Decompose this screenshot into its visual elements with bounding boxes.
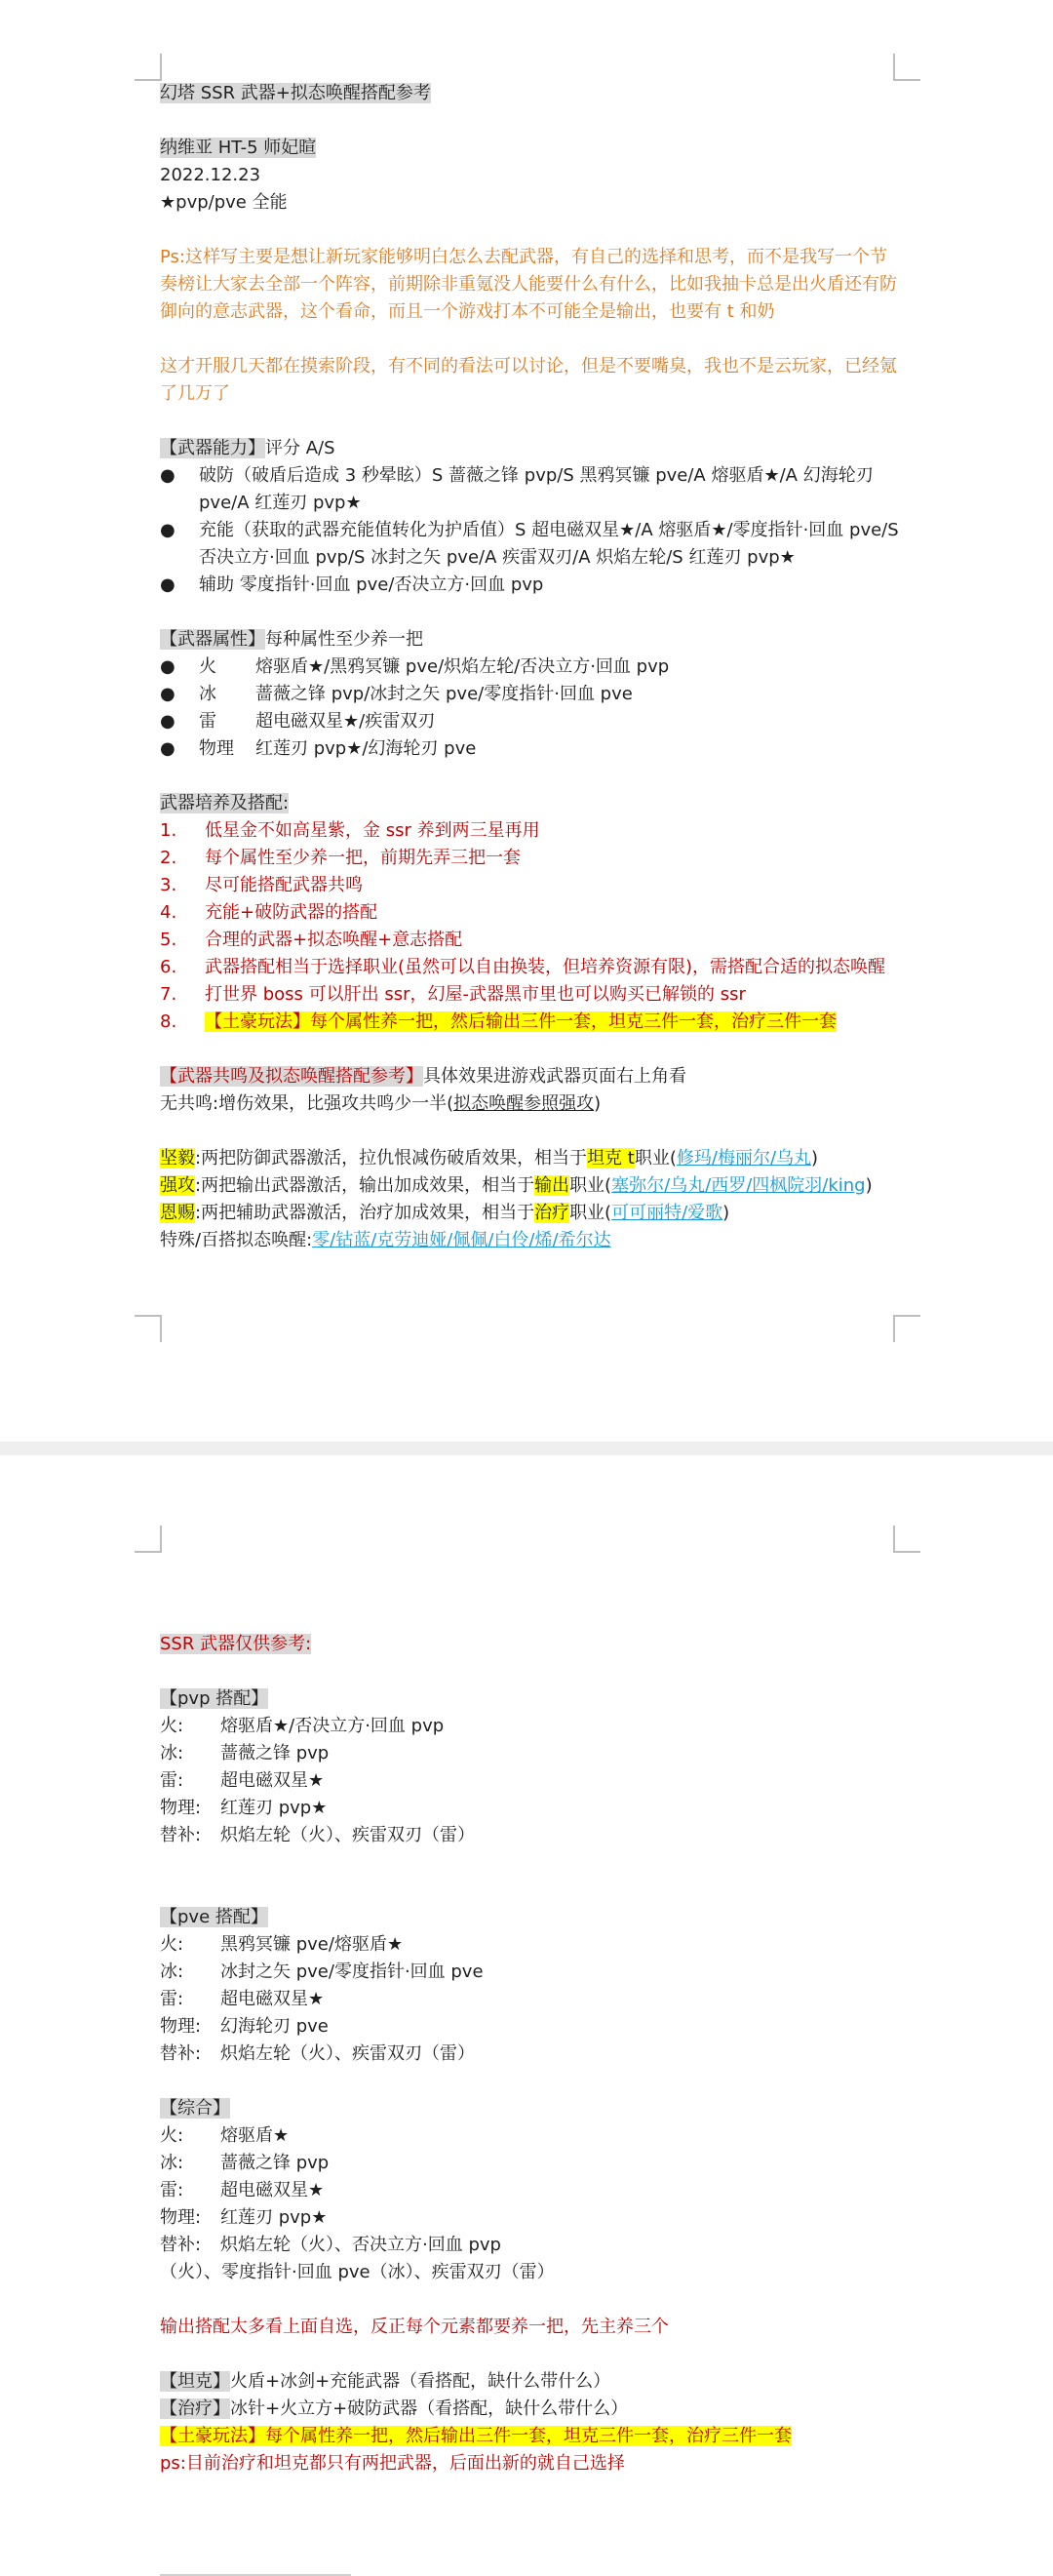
resonance-attack: 强攻:两把输出武器激活，输出加成效果，相当于输出职业(塞弥尔/乌丸/西罗/四枫院羽/king) — [160, 1175, 873, 1196]
author-line: 纳维亚 HT-5 师妃暄 — [160, 138, 317, 158]
list-item: 7. 打世界 boss 可以肝出 ssr，幻屋-武器黑市里也可以购买已解锁的 ssr — [160, 984, 746, 1005]
list-item: 冰: 蔷薇之锋 pvp — [160, 2153, 330, 2173]
list-item: ● 充能（获取的武器充能值转化为护盾值）S 超电磁双星★/A 熔驱盾★/零度指针·回血 pve/S 否决立方·回血 pvp/S 冰封之矢 pve/A 疾雷双刃/A 炽焰左轮/S 红莲刃 pvp★ — [160, 520, 899, 568]
attribute-heading: 【武器属性】每种属性至少养一把 — [160, 629, 423, 650]
list-item: 冰: 蔷薇之锋 pvp — [160, 1743, 330, 1764]
margin-corner-mark — [893, 1315, 920, 1342]
list-item: ● 破防（破盾后造成 3 秒晕眩）S 蔷薇之锋 pvp/S 黑鸦冥镰 pve/A 熔驱盾★/A 幻海轮刃 pve/A 红莲刃 pvp★ — [160, 465, 874, 513]
list-item: 火: 熔驱盾★ — [160, 2125, 290, 2146]
list-item: ● 物理 红莲刃 pvp★/幻海轮刃 pve — [160, 738, 477, 759]
list-item: 替补: 炽焰左轮（火）、否决立方·回血 pvp — [160, 2235, 501, 2255]
list-item: 6. 武器搭配相当于选择职业(虽然可以自由换装，但培养资源有限)，需搭配合适的拟态唤醒 — [160, 957, 886, 977]
resonance-benediction: 恩赐:两把辅助武器激活，治疗加成效果，相当于治疗职业(可可丽特/爱歌) — [160, 1203, 730, 1223]
list-item: 物理: 幻海轮刃 pve — [160, 2016, 329, 2037]
output-note: 输出搭配太多看上面自选，反正每个元素都要养一把，先主养三个 — [160, 2317, 669, 2337]
list-item: 8. 【土豪玩法】每个属性养一把，然后输出三件一套，坦克三件一套，治疗三件一套 — [160, 1011, 837, 1032]
list-item: 替补: 炽焰左轮（火）、疾雷双刃（雷） — [160, 2043, 475, 2064]
list-item: ● 辅助 零度指针·回血 pve/否决立方·回血 pvp — [160, 575, 544, 595]
character-link[interactable]: 零/钴蓝/克劳迪娅/佩佩/白伶/烯/希尔达 — [312, 1230, 611, 1250]
page-1-body — [160, 80, 901, 1254]
list-item: 雷: 超电磁双星★ — [160, 2180, 325, 2200]
resonance-fortitude: 坚毅:两把防御武器激活，拉仇恨减伤破盾效果，相当于坦克 t职业(修玛/梅丽尔/乌丸) — [160, 1148, 819, 1169]
resonance-heading: 【武器共鸣及拟态唤醒搭配参考】具体效果进游戏武器页面右上角看 — [160, 1066, 686, 1087]
list-item: 冰: 冰封之矢 pve/零度指针·回血 pve — [160, 1962, 484, 1982]
healer-line: 【治疗】冰针+火立方+破防武器（看搭配，缺什么带什么） — [160, 2398, 629, 2419]
rich-play-note: 【土豪玩法】每个属性养一把，然后输出三件一套，坦克三件一套，治疗三件一套 — [160, 2426, 792, 2446]
tank-line: 【坦克】火盾+冰剑+充能武器（看搭配，缺什么带什么） — [160, 2371, 611, 2392]
no-resonance-line: 无共鸣:增伤效果，比强攻共鸣少一半(拟态唤醒参照强攻) — [160, 1093, 602, 1114]
margin-corner-mark — [893, 1526, 920, 1553]
list-item: 火: 黑鸦冥镰 pve/熔驱盾★ — [160, 1934, 404, 1955]
character-link[interactable]: 可可丽特/爱歌 — [611, 1203, 723, 1223]
combined-heading: 【综合】 — [160, 2098, 230, 2119]
list-item: ● 火 熔驱盾★/黑鸦冥镰 pve/炽焰左轮/否决立方·回血 pvp — [160, 656, 670, 677]
character-link[interactable]: 塞弥尔/乌丸/西罗/四枫院羽/king — [611, 1175, 866, 1196]
list-item: 物理: 红莲刃 pvp★ — [160, 1798, 328, 1818]
special-mimic-line: 特殊/百搭拟态唤醒:零/钴蓝/克劳迪娅/佩佩/白伶/烯/希尔达 — [160, 1230, 611, 1250]
combined-continuation: （火）、零度指针·回血 pve（冰）、疾雷双刃（雷） — [160, 2262, 555, 2282]
character-link[interactable]: 修玛/梅丽尔/乌丸 — [676, 1148, 812, 1169]
list-item: 4. 充能+破防武器的搭配 — [160, 902, 378, 923]
list-item: 物理: 红莲刃 pvp★ — [160, 2207, 328, 2228]
ps-note-3: ps:目前治疗和坦克都只有两把武器，后面出新的就自己选择 — [160, 2453, 625, 2474]
list-item: 火: 熔驱盾★/否决立方·回血 pvp — [160, 1716, 445, 1736]
page-break — [0, 1442, 1053, 1455]
training-heading: 武器培养及搭配: — [160, 793, 290, 813]
ssr-reference-heading: SSR 武器仅供参考: — [160, 1634, 312, 1654]
document-title: 幻塔 SSR 武器+拟态唤醒搭配参考 — [160, 83, 431, 103]
ability-heading: 【武器能力】评分 A/S — [160, 438, 335, 458]
list-item: 替补: 炽焰左轮（火）、疾雷双刃（雷） — [160, 1825, 475, 1845]
pve-heading: 【pve 搭配】 — [160, 1907, 268, 1927]
list-item: 雷: 超电磁双星★ — [160, 1989, 325, 2009]
list-item: 2. 每个属性至少养一把，前期先弄三把一套 — [160, 848, 521, 868]
ps-note-1: Ps:这样写主要是想让新玩家能够明白怎么去配武器，有自己的选择和思考，而不是我写一个节奏榜让大家去全部一个阵容，前期除非重氪没人能要什么有什么，比如我抽卡总是出火盾还有防御向的意志武器，这个看命，而且一个游戏打本不可能全是输出，也要有 t 和奶 — [160, 247, 897, 322]
page-2-body — [160, 1631, 901, 2477]
list-item: 1. 低星金不如高星紫，金 ssr 养到两三星再用 — [160, 820, 540, 841]
margin-corner-mark — [135, 54, 162, 81]
pvp-heading: 【pvp 搭配】 — [160, 1688, 269, 1709]
margin-corner-mark — [135, 1315, 162, 1342]
list-item: 3. 尽可能搭配武器共鸣 — [160, 875, 363, 895]
ps-note-2: 这才开服几天都在摸索阶段，有不同的看法可以讨论，但是不要嘴臭，我也不是云玩家，已经氪了几万了 — [160, 356, 897, 404]
mode-line: ★pvp/pve 全能 — [160, 192, 288, 213]
list-item: ● 冰 蔷薇之锋 pvp/冰封之矢 pve/零度指针·回血 pve — [160, 684, 633, 704]
document-page-2 — [0, 1455, 1053, 2575]
margin-corner-mark — [135, 1526, 162, 1553]
list-item: 雷: 超电磁双星★ — [160, 1770, 325, 1791]
list-item: 5. 合理的武器+拟态唤醒+意志搭配 — [160, 930, 463, 950]
margin-corner-mark — [893, 54, 920, 81]
mimic-reference-link[interactable]: 拟态唤醒参照强攻 — [453, 1093, 595, 1114]
list-item: ● 雷 超电磁双星★/疾雷双刃 — [160, 711, 436, 732]
date-line: 2022.12.23 — [160, 165, 261, 185]
